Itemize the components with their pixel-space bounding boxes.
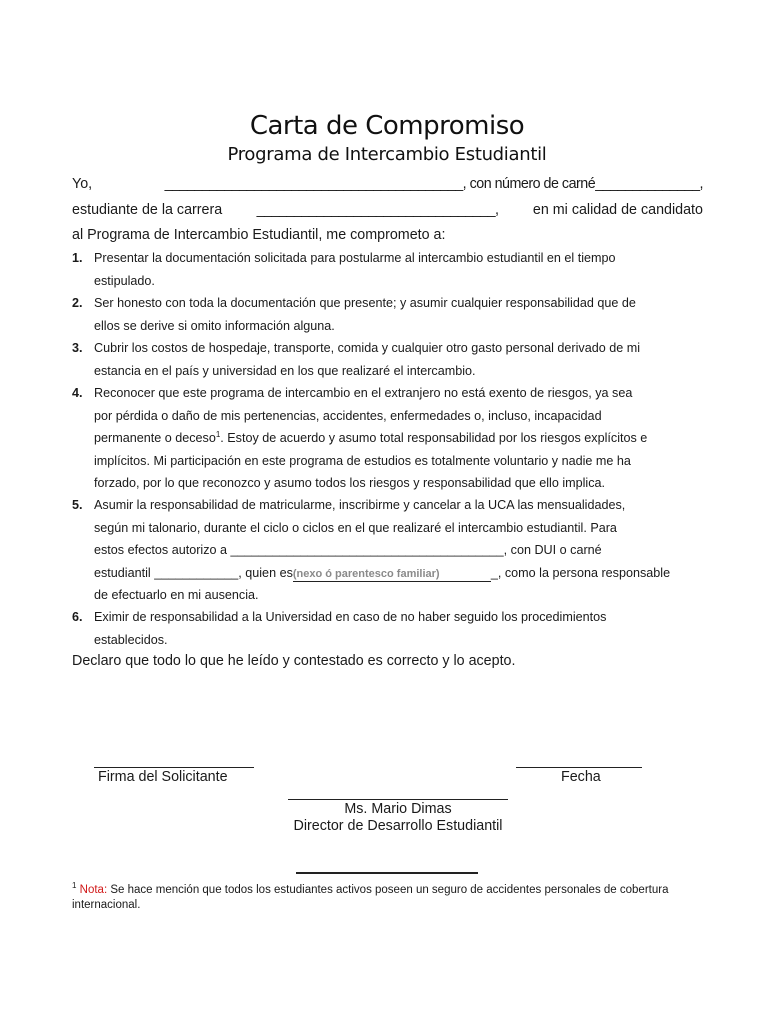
- document-subtitle: Programa de Intercambio Estudiantil: [227, 144, 547, 165]
- list-item-line: de efectuarlo en mi ausencia.: [94, 588, 259, 602]
- list-item-line: estancia en el país y universidad en los que realizaré el intercambio.: [94, 363, 476, 378]
- list-item-line: implícitos. Mi participación en este programa de estudios es totalmente voluntario y nadie me ha: [94, 453, 631, 468]
- relationship-blank: [293, 566, 491, 582]
- list-item-line: Reconocer que este programa de intercambio en el extranjero no está exento de riesgos, ya sea: [94, 386, 633, 400]
- intro-line-2: [72, 200, 703, 220]
- list-item-text: [94, 247, 703, 292]
- list-item-line: estos efectos autorizo a _______________________________________, con DUI o carné: [94, 543, 602, 557]
- list-item-line-part: . Estoy de acuerdo y asumo total responsabilidad por los riesgos explícitos e: [220, 431, 648, 445]
- list-item-text: [94, 382, 703, 495]
- list-item-text: [94, 337, 703, 382]
- applicant-signature-line: [94, 767, 254, 768]
- footnote-label: Nota:: [79, 884, 108, 896]
- footnote-reference: 1: [215, 429, 221, 439]
- intro-yo: Yo,: [72, 176, 93, 192]
- list-item-text: [94, 494, 703, 607]
- list-item-line: Cubrir los costos de hospedaje, transporte, comida y cualquier otro gasto personal derivado de mi: [94, 341, 641, 355]
- list-item-line-part: estudiantil ____________, quien es: [94, 565, 293, 580]
- list-item-number: 4.: [72, 386, 83, 400]
- director-signature-line: [288, 799, 508, 800]
- list-item-line: Asumir la responsabilidad de matricularme, inscribirme y cancelar a la UCA las mensualidades,: [94, 498, 626, 512]
- intro-career-label: estudiante de la carrera: [72, 202, 223, 218]
- list-item-text: [94, 606, 703, 651]
- date-label: Fecha: [561, 769, 601, 785]
- list-item-line: Eximir de responsabilidad a la Universidad en caso de no haber seguido los procedimientos: [94, 610, 607, 624]
- list-item-line: Presentar la documentación solicitada para postularme al intercambio estudiantil en el tiempo: [94, 251, 616, 265]
- list-item-line: ellos se derive si omito información alguna.: [94, 318, 335, 333]
- date-line: [516, 767, 642, 768]
- list-item-line: forzado, por lo que reconozco y asumo todos los riesgos y responsabilidad que ello implica.: [94, 476, 606, 490]
- footnote-separator: [296, 872, 478, 874]
- list-item-number: 5.: [72, 498, 83, 512]
- list-item-number: 1.: [72, 251, 83, 265]
- footnote-text: Se hace mención que todos los estudiantes activos poseen un seguro de accidentes personales de cobertura internacional.: [72, 884, 669, 911]
- director-title: Director de Desarrollo Estudiantil: [293, 818, 503, 834]
- intro-line-3: al Programa de Intercambio Estudiantil, me comprometo a:: [72, 227, 446, 243]
- list-item-line: establecidos.: [94, 632, 168, 647]
- list-item-text: [94, 292, 703, 337]
- intro-line-1: [72, 174, 703, 194]
- intro-candidate-text: en mi calidad de candidato: [532, 202, 703, 218]
- list-item-line: por pérdida o daño de mis pertenencias, accidentes, enfermedades o, incluso, incapacidad: [94, 408, 602, 423]
- list-item-line: [94, 562, 703, 585]
- intro-career-blank: ________________________________,: [256, 202, 499, 218]
- list-item-line-part: permanente o deceso: [94, 431, 216, 445]
- document-title: Carta de Compromiso: [249, 111, 525, 141]
- list-item-line: Ser honesto con toda la documentación que presente; y asumir cualquier responsabilidad que de: [94, 296, 636, 310]
- intro-name-blank: ________________________________________, con número de carné______________,: [164, 176, 703, 192]
- applicant-signature-label: Firma del Solicitante: [98, 769, 228, 785]
- footnote: [72, 883, 682, 913]
- list-item-line: [94, 427, 703, 450]
- list-item-number: 2.: [72, 296, 83, 310]
- footnote-mark: 1: [72, 881, 77, 891]
- director-name: Ms. Mario Dimas: [344, 801, 452, 817]
- declaration-text: Declaro que todo lo que he leído y contestado es correcto y lo acepto.: [72, 653, 516, 669]
- list-item-number: 6.: [72, 610, 83, 624]
- list-item-line: estipulado.: [94, 273, 155, 288]
- list-item-number: 3.: [72, 341, 83, 355]
- list-item-line: según mi talonario, durante el ciclo o ciclos en el que realizaré el intercambio estudiantil. Para: [94, 520, 617, 535]
- list-item-line-part: _, como la persona responsable: [490, 565, 671, 580]
- relationship-placeholder: (nexo ó parentesco familiar): [292, 567, 440, 580]
